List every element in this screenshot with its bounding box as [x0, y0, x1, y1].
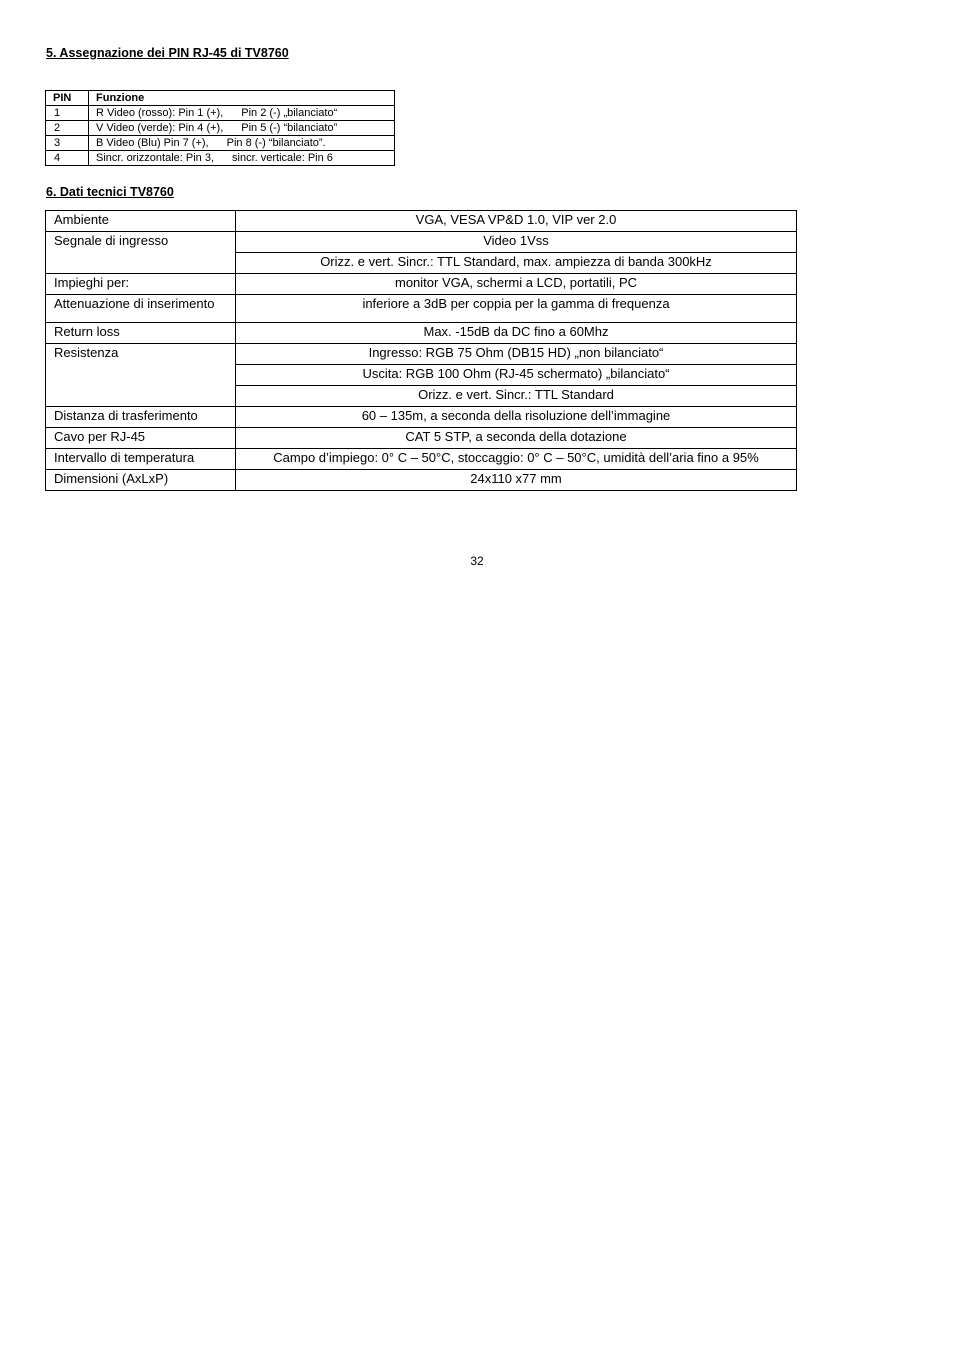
- spec-value: 60 – 135m, a seconda della risoluzione dell’immagine: [236, 407, 797, 428]
- spec-value: inferiore a 3dB per coppia per la gamma di frequenza: [236, 295, 797, 323]
- page-number: 32: [470, 554, 484, 568]
- spec-row-attenuazione: [46, 295, 797, 323]
- pin-function-positive: V Video (verde): Pin 4 (+),: [96, 122, 224, 134]
- pin-number: 4: [46, 151, 89, 166]
- spec-row-cavo: [46, 428, 797, 449]
- pin-function-vertical: sincr. verticale: Pin 6: [232, 152, 333, 164]
- pin-number: 1: [46, 106, 89, 121]
- spec-label: Attenuazione di inserimento: [46, 295, 236, 323]
- pin-number: 3: [46, 136, 89, 151]
- spec-label: Ambiente: [46, 211, 236, 232]
- spec-row-resistenza: [46, 344, 797, 365]
- spec-row-segnale-di-ingresso: [46, 232, 797, 253]
- spec-value: Orizz. e vert. Sincr.: TTL Standard: [236, 386, 797, 407]
- spec-row-ambiente: [46, 211, 797, 232]
- spec-label: Resistenza: [46, 344, 236, 407]
- spec-value: Orizz. e vert. Sincr.: TTL Standard, max. ampiezza di banda 300kHz: [236, 253, 797, 274]
- spec-row-return-loss: [46, 323, 797, 344]
- spec-value: Ingresso: RGB 75 Ohm (DB15 HD) „non bilanciato“: [236, 344, 797, 365]
- pin-assignment-table: [45, 90, 395, 166]
- pin-row: [46, 121, 395, 136]
- spec-row-temperatura: [46, 449, 797, 470]
- section-6-heading: 6. Dati tecnici TV8760: [46, 185, 174, 199]
- spec-label: Impieghi per:: [46, 274, 236, 295]
- spec-value: Campo d’impiego: 0° C – 50°C, stoccaggio: 0° C – 50°C, umidità dell’aria fino a 95%: [236, 449, 797, 470]
- spec-value: Video 1Vss: [236, 232, 797, 253]
- pin-function-positive: R Video (rosso): Pin 1 (+),: [96, 107, 224, 119]
- spec-label: Cavo per RJ-45: [46, 428, 236, 449]
- pin-function: [89, 151, 395, 166]
- pin-table-header-row: [46, 91, 395, 106]
- spec-label: Return loss: [46, 323, 236, 344]
- spec-label: Intervallo di temperatura: [46, 449, 236, 470]
- spec-row-dimensioni: [46, 470, 797, 491]
- spec-label: Distanza di trasferimento: [46, 407, 236, 428]
- spec-label: Segnale di ingresso: [46, 232, 236, 274]
- section-5-heading: 5. Assegnazione dei PIN RJ-45 di TV8760: [46, 46, 289, 60]
- spec-value: monitor VGA, schermi a LCD, portatili, PC: [236, 274, 797, 295]
- pin-column-header: PIN: [46, 91, 89, 106]
- technical-data-table: [45, 210, 797, 491]
- spec-value: CAT 5 STP, a seconda della dotazione: [236, 428, 797, 449]
- pin-function-negative: Pin 5 (-) “bilanciato”: [241, 122, 338, 134]
- pin-row: [46, 136, 395, 151]
- pin-number: 2: [46, 121, 89, 136]
- pin-row: [46, 151, 395, 166]
- spec-value: VGA, VESA VP&D 1.0, VIP ver 2.0: [236, 211, 797, 232]
- pin-function: [89, 136, 395, 151]
- pin-function-positive: B Video (Blu) Pin 7 (+),: [96, 137, 209, 149]
- funzione-column-header: Funzione: [89, 91, 395, 106]
- pin-function: [89, 121, 395, 136]
- spec-label: Dimensioni (AxLxP): [46, 470, 236, 491]
- spec-value: Uscita: RGB 100 Ohm (RJ-45 schermato) „bilanciato“: [236, 365, 797, 386]
- pin-function-negative: Pin 8 (-) “bilanciato”.: [226, 137, 326, 149]
- pin-row: [46, 106, 395, 121]
- spec-row-distanza: [46, 407, 797, 428]
- pin-function-negative: Pin 2 (-) „bilanciato“: [241, 107, 338, 119]
- pin-function: [89, 106, 395, 121]
- spec-row-impieghi: [46, 274, 797, 295]
- spec-value: 24x110 x77 mm: [236, 470, 797, 491]
- pin-function-horizontal: Sincr. orizzontale: Pin 3,: [96, 152, 215, 164]
- spec-value: Max. -15dB da DC fino a 60Mhz: [236, 323, 797, 344]
